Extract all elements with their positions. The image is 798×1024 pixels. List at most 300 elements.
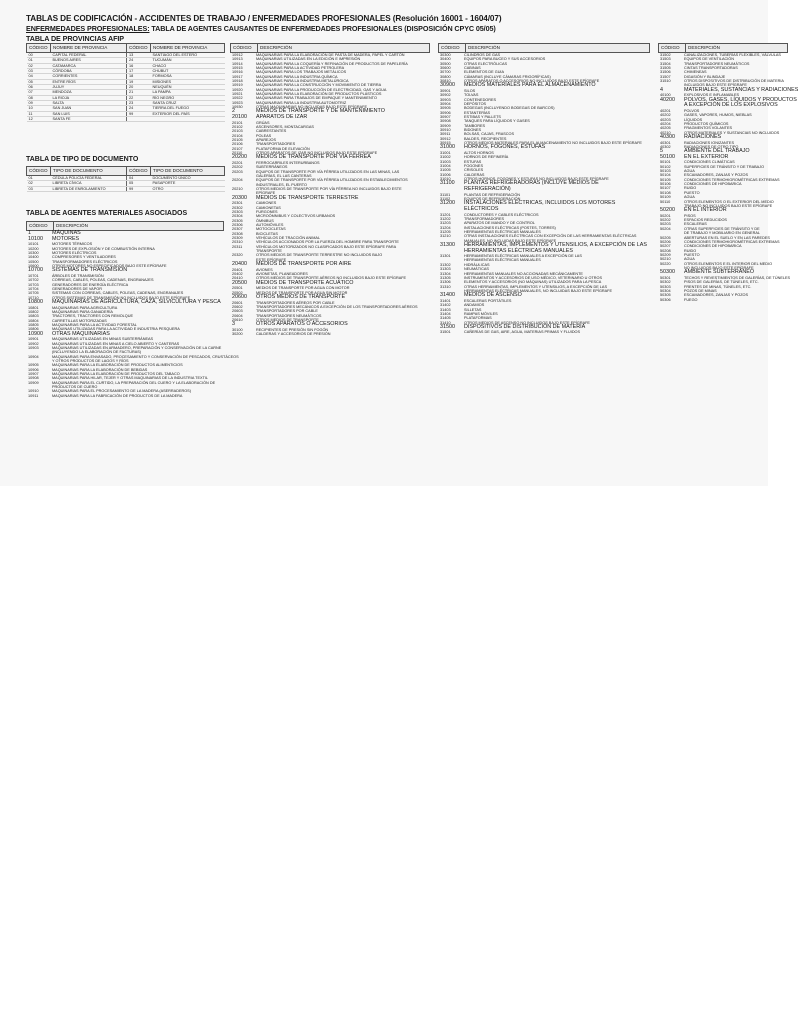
- col2-description: MAQUINARIAS PARA LA INDUSTRIA METALÚRGICA: [256, 79, 349, 84]
- col3-description: HERRAMIENTAS MANUALES NO ACCIONADAS MECÁNICAMENTE: [464, 271, 583, 276]
- agente-description: MAQUINARIAS UTILIZADAS EN ARMADERO, PREPARACIÓN Y CONSERVACIÓN DE LA CARNE: [52, 345, 222, 350]
- col3-code: 31500: [440, 323, 455, 330]
- col2-description: APARATOS DE IZAR: [256, 114, 308, 121]
- col2-code: 10912: [232, 53, 243, 57]
- col3-description: ELEMENTOS DE GUIA: [464, 70, 505, 75]
- provincia-name-cell: CAPITAL FEDERAL: [51, 53, 127, 58]
- provincia-name-cell: CHACO: [151, 63, 225, 68]
- col2-description: OTRAS MAQUINARIAS NO INCLUIDAS BAJO ESTE EPÍGRAFE: [256, 105, 367, 110]
- provincia-code-cell: 13: [127, 53, 151, 58]
- col4-description: RADIACIONES DE OTRO TIPO: [684, 144, 739, 149]
- provincia-code-cell: 16: [127, 63, 151, 68]
- col3-description: INSTRUMENTOS Y ACCESORIOS DE USO MÉDICO, VETERINARIO U OTROS: [464, 275, 602, 280]
- col4-description: FRENTES DE MINAS, TÚNELES, ETC.: [684, 284, 752, 289]
- provincia-name-cell: TIERRA DEL FUEGO: [151, 106, 225, 111]
- col4-code: 31505: [660, 66, 671, 71]
- col2-code: 10920: [232, 87, 243, 92]
- col2-description: EPÍGRAFE: [256, 191, 276, 196]
- col3-code: 31400: [440, 292, 455, 299]
- col3-code: 31303: [440, 267, 451, 272]
- agente-code: 10100: [28, 235, 43, 242]
- col4-description: RUIDO: [684, 248, 697, 253]
- col3-code: 31401: [440, 298, 451, 303]
- col3-description: TOLVAS: [464, 93, 479, 98]
- col3-description: OTROS MEDIOS MATERIALES PARA EL ALMACENAMIENTO NO INCLUIDOS BAJO ESTE EPÍGRAFE: [464, 141, 642, 146]
- col4-description: CINTAS TRANSPORTADORAS: [684, 66, 738, 71]
- agente-description: CARRETILLAS MOTORIZADAS: [52, 318, 107, 323]
- col3-description: ESTIBAS Y PALLETS: [464, 115, 501, 120]
- col3-description: HERRAMIENTAS ELÉCTRICAS MANUALES A EXCEPCIÓN DE LAS: [464, 254, 582, 259]
- col4-description: POLVOS, GASES, LÍQUIDOS Y PRODUCTOS: [684, 96, 797, 103]
- col2-code: 10919: [232, 83, 243, 88]
- col2-code: 20401: [232, 267, 243, 272]
- col4-description: AMBIENTE SUBTERRÁNEO: [684, 269, 755, 276]
- col4-description: AMBIENTE DEL TRABAJO: [684, 148, 750, 155]
- col3-code: 30908: [440, 119, 451, 124]
- agente-row: [26, 394, 224, 398]
- agentes-header-code: CÓDIGO: [27, 222, 54, 230]
- col3-description: OTRAS ELECTRÓLICAS: [464, 61, 508, 66]
- col3-code: 30909: [440, 123, 451, 128]
- agente-description: MAQUINARIAS PARA ENVASADO, PROCESAMIENTO Y CONSERVACIÓN DE PESCADOS, CRUSTÁCEOS: [52, 354, 239, 359]
- doc-header-type-2: TIPO DE DOCUMENTO: [151, 167, 225, 176]
- provincia-code-cell: 04: [27, 74, 51, 79]
- col4-description: TECHOS Y REVESTIMIENTOS DE GALERÍAS, DE TÚNELES: [684, 275, 791, 280]
- col4-description: FUEGO: [684, 297, 698, 302]
- col2-code: 10922: [232, 96, 243, 101]
- col2-code: 20501: [232, 286, 243, 291]
- agente-description: MOTORES: [52, 235, 80, 242]
- agente-code: 10701: [28, 273, 39, 278]
- col2-code: 10921: [232, 92, 243, 97]
- col2-code: 20202: [232, 165, 243, 170]
- col2-description: GALERÍAS, EL LAS CANTERAS: [256, 174, 312, 179]
- agente-code: 10702: [28, 278, 39, 283]
- col4-description: GASES, VAPORES, HUMOS, NIEBLAS: [684, 113, 752, 118]
- col2-description: GRÚAS: [256, 120, 270, 125]
- agente-code: 10200: [28, 246, 39, 251]
- provincia-code-cell: 10: [27, 106, 51, 111]
- col3-header: [438, 43, 650, 53]
- col2-description: MICROÓMNIBUS Y COLECTIVOS URBANOS: [256, 214, 336, 219]
- col2-description: RECIPIENTES DE PRESIÓN SIN FOGÓN: [256, 327, 329, 332]
- provincia-name-cell: CATAMARCA: [51, 63, 127, 68]
- agente-code: 10902: [28, 341, 39, 346]
- col3-code: 30903: [440, 97, 451, 102]
- agente-description: OTROS MOTORES NO ESPECIFICADOS BAJO ESTE EPÍGRAFE: [52, 263, 167, 268]
- provincia-code-cell: 09: [27, 101, 51, 106]
- col4-code: 50101: [660, 160, 671, 165]
- col4-code: 50202: [660, 218, 671, 223]
- col4-description: ESCALERAS: [684, 222, 707, 227]
- agente-code: 10911: [28, 393, 39, 398]
- agente-description: MAQUINARIAS PARA LA ELABORACIÓN DE BEBIDAS: [52, 367, 148, 372]
- col3-code: 30904: [440, 102, 451, 107]
- subtitle-prefix: ENFERMEDADES PROFESIONALES:: [26, 24, 150, 33]
- col2-description: AUTOMÓVILES: [256, 223, 284, 228]
- doc-header-code-2: CÓDIGO: [127, 167, 151, 176]
- col2-description: PLATAFORMA DE ELEVACIÓN: [256, 146, 310, 151]
- col2-code: 20201: [232, 161, 243, 165]
- col2-description: FERROCARRILES INTERURBANOS: [256, 161, 320, 165]
- provincia-code-cell: 08: [27, 95, 51, 100]
- col3-code: 31310: [440, 284, 451, 289]
- col2-description: MAQUINARIAS PARA LA INDUSTRIA AUTOMOTRIZ: [256, 100, 347, 105]
- provincia-name-cell: SAN LUIS: [51, 111, 127, 116]
- agente-description: MAQUINARIAS PARA LA ELABORACIÓN DE PRODUCTOS ALIMENTICIOS: [52, 363, 183, 368]
- agente-description: COMPRESORES Y VENTILADORES: [52, 255, 116, 260]
- col4-code: 40205: [660, 126, 671, 131]
- col3-code: 30900: [440, 82, 455, 89]
- agente-description: OTRAS MAQUINARIAS: [52, 330, 110, 337]
- provincia-name-cell: BUENOS AIRES: [51, 58, 127, 63]
- col4-description: EQUIPOS DE VENTILACIÓN: [684, 57, 735, 62]
- provincia-code-cell: 07: [27, 90, 51, 95]
- provincia-name-cell: FORMOSA: [151, 74, 225, 79]
- agente-description: CORREAS, CABLES, POLEAS, CADENAS, ENGRANAJES: [52, 278, 154, 283]
- col3-header-desc: DESCRIPCIÓN: [468, 45, 500, 50]
- prov-header-name-1: NOMBRE DE PROVINCIA: [51, 44, 127, 53]
- col2-code: 10914: [232, 61, 243, 66]
- col3-code: 31305: [440, 275, 451, 280]
- col3-description: TAMBORES: [464, 123, 486, 128]
- agente-code: 10710: [28, 295, 39, 300]
- provincia-code-cell: 19: [127, 79, 151, 84]
- col2-description: MAQUINARIAS PARA LOS TRABAJOS METÁLICOS: [256, 70, 347, 75]
- col3-description: CILINDROS DE GAS: [464, 53, 501, 57]
- col3-description: REFRIGERACIÓN): [464, 186, 511, 193]
- provincia-code-cell: 00: [27, 53, 51, 58]
- provincia-name-cell: [151, 117, 225, 122]
- col3-description: CAÑERÍAS DE GAS, AIRE, AGUA, MATERIAS PRIMAS Y FLUIDOS: [464, 330, 581, 335]
- col4-code: 50305: [660, 293, 671, 298]
- documento-name-cell: DOCUMENTO ÚNICO: [151, 176, 225, 181]
- agente-description: MAQUINAS UTILIZADAS PARA LA ACTIVIDAD E INDUSTRIA PESQUERA: [52, 327, 180, 332]
- col4-description: EN EL INTERIOR: [684, 207, 727, 214]
- col2-code: 20200: [232, 154, 247, 161]
- agente-code: 10705: [28, 291, 39, 296]
- col2-description: MAQUINARIAS PARA LA INDUSTRIA QUÍMICA: [256, 74, 338, 79]
- col2-description: MEDIOS DE TRANSPORTE TERRESTRE: [256, 194, 359, 201]
- col2-code: 20603: [232, 309, 243, 314]
- col2-description: ASCENSORES, MONTACARGAS: [256, 125, 314, 129]
- col3-description: TANQUES PARA LÍQUIDOS Y GASES: [464, 119, 530, 124]
- agente-description: Y OTROS PRODUCTOS DE LAGOS Y RÍOS: [52, 358, 129, 363]
- col3-code: 31101: [440, 192, 451, 197]
- col4-description: DE TRABAJO Y MOBILIARIO EN GENERAL: [684, 231, 760, 236]
- col3-code: 30810: [440, 79, 451, 84]
- col3-code: 31202: [440, 216, 451, 221]
- agente-description: ÁRBOLES DE TRANSMISIÓN: [52, 273, 104, 278]
- col2-description: MOTOCICLETAS: [256, 227, 286, 232]
- col3-header-code: CÓDIGO: [439, 44, 466, 52]
- col2-description: EQUIPOS DE TRANSPORTE POR VÍA FÉRREA UTILIZADOS EN ESTABLECIMIENTOS: [256, 178, 408, 183]
- col4-code: 50106: [660, 182, 671, 187]
- col4-code: 50107: [660, 186, 671, 191]
- col4-code: 5: [660, 148, 663, 155]
- col3-description: OTROS MEDIOS DE ASCENSO NO INCLUIDOS BAJO ESTE EPÍGRAFE: [464, 320, 590, 325]
- col3-description: HERRAMIENTAS ELÉCTRICAS MANUALES: [464, 229, 541, 234]
- col2-code: 20308: [232, 231, 243, 236]
- documento-name-cell: LIBRETA DE ENROLAMIENTO: [51, 186, 127, 191]
- provincia-name-cell: LA PAMPA: [151, 90, 225, 95]
- col2-code: 20502: [232, 290, 243, 295]
- col4-code: 50207: [660, 244, 671, 249]
- col4-description: RADIACIONES IONIZANTES: [684, 140, 734, 145]
- agente-description: MAQUINARIAS PARA GANADERÍA: [52, 309, 113, 314]
- col2-code: 20100: [232, 114, 247, 121]
- col4-code: 50102: [660, 164, 671, 169]
- col4-code: 31510: [660, 79, 671, 84]
- col3-description: MEDIOS MATERIALES PARA EL ALMACENAMIENTO: [464, 82, 596, 89]
- col4-code: 50103: [660, 169, 671, 174]
- col3-description: ESCALERAS PORTÁTILES: [464, 298, 512, 303]
- provincia-code-cell: [127, 117, 151, 122]
- col4-description: CONDICIONES CLIMÁTICAS: [684, 160, 735, 165]
- agente-description: MOTORES ELÉCTRICOS: [52, 250, 97, 255]
- col2-code: 30200: [232, 332, 243, 337]
- col3-description: APARATOS DE MANDO Y DE CONTROL: [464, 221, 535, 226]
- col4-header: [658, 43, 788, 53]
- agente-code: 10800: [28, 298, 43, 305]
- col4-description: NO INCLUIDOS BAJO ESTE EPÍGRAFE: [684, 265, 754, 270]
- col2-code: 20610: [232, 318, 243, 323]
- agente-description: MAQUINARIAS PARA LA FABRICACIÓN DE PRODUCTOS DE LA MADERA: [52, 393, 183, 398]
- agente-code: 10905: [28, 363, 39, 368]
- col2-description: MAQUINARIAS PARA TRABAJOS DE EMPAQUE Y MANTENIMIENTO: [256, 96, 377, 101]
- col4-code: 50303: [660, 284, 671, 289]
- doc-header-code-1: CÓDIGO: [27, 167, 51, 176]
- col4-description: AGUA: [684, 195, 695, 200]
- col4-code: 40302: [660, 144, 671, 149]
- provincias-title: TABLA DE PROVINCIAS AFIP: [26, 34, 124, 43]
- agente-code: 1: [28, 230, 31, 236]
- col3-description: SILLETAS: [464, 307, 482, 312]
- col3-code: 30700: [440, 70, 451, 75]
- col4-description: OTROS ELEMENTOS O EL EXTERIOR DEL MEDIO: [684, 199, 774, 204]
- col3-code: 31003: [440, 159, 451, 164]
- col3-description: ALTOS HORNOS: [464, 151, 494, 156]
- col2-code: 20300: [232, 194, 247, 201]
- col3-description: CONDUCTORES Y CABLES ELÉCTRICOS: [464, 212, 539, 217]
- col4-code: 50109: [660, 195, 671, 200]
- col2-code: 20311: [232, 244, 243, 249]
- col3-description: PLANTAS DE REFRIGERACIÓN: [464, 192, 521, 197]
- col3-code: 31005: [440, 168, 451, 173]
- col2-code: 10916: [232, 70, 243, 75]
- agente-description: MAQUINARIAS UTILIZADAS EN MINAS A CIELO ABIERTO Y CANTERAS: [52, 341, 180, 346]
- col4-code: 40210: [660, 130, 671, 135]
- col2-description: MAQUINARIAS PARA LA COQUERÍA Y REFINACIÓN DE PRODUCTOS DE PAPELERÍA: [256, 61, 408, 66]
- agente-code: 10907: [28, 371, 39, 376]
- provincia-code-cell: 21: [127, 90, 151, 95]
- col2-code: 20500: [232, 279, 247, 286]
- col4-description: PRODUCTOS QUÍMICOS: [684, 121, 729, 126]
- agente-code: 10803: [28, 314, 39, 319]
- provincia-code-cell: 23: [127, 101, 151, 106]
- col3-code: 31201: [440, 212, 451, 217]
- col4-description: RADIACIONES: [684, 133, 722, 140]
- provincia-code-cell: 03: [27, 69, 51, 74]
- col2-code: 20309: [232, 236, 243, 241]
- documento-code-cell: 05: [127, 181, 151, 186]
- col2-description: OTROS MEDIOS DE TRANSPORTE AÉREOS NO INCLUIDOS BAJO ESTE EPÍGRAFE: [256, 276, 407, 281]
- column-4-table: [658, 43, 798, 302]
- col2-description: CAMIONES: [256, 201, 277, 206]
- agente-code: 10804: [28, 318, 39, 323]
- col2-code: 10917: [232, 74, 243, 79]
- col3-description: HORNOS, FOGONES, ESTUFAS: [464, 144, 546, 151]
- agente-code: 10801: [28, 305, 39, 310]
- col2-description: CAMIONETAS: [256, 205, 281, 210]
- provincia-code-cell: 17: [127, 69, 151, 74]
- col2-code: 30100: [232, 327, 243, 332]
- col2-description: OTROS APARATOS DE IZAR NO INCLUIDOS BAJO ESTE EPÍGRAFE: [256, 151, 378, 156]
- col3-description: INSTALACIONES ELÉCTRICAS, INCLUIDOS LOS MOTORES: [464, 200, 616, 207]
- agente-description: MÁQUINAS: [52, 230, 81, 236]
- agente-description: TRANSFORMADORES ELÉCTRICOS: [52, 259, 118, 264]
- col3-code: 30400: [440, 57, 451, 62]
- col2-description: SUBTERRÁNEOS: [256, 165, 288, 170]
- col2-code: 20105: [232, 138, 243, 143]
- col4-description: PISOS DE GALERÍAS, DE TÚNELES, ETC.: [684, 280, 759, 285]
- col2-description: EQUIPOS DE TRANSPORTE POR VÍA FÉRREA UTILIZADOS EN LAS MINAS, LAS: [256, 169, 400, 174]
- col4-code: 50204: [660, 226, 671, 231]
- col2-code: 20110: [232, 151, 243, 156]
- documento-row: [27, 186, 225, 191]
- provincia-name-cell: CÓRDOBA: [51, 69, 127, 74]
- col3-code: 30906: [440, 110, 451, 115]
- col3-code: 30905: [440, 106, 451, 111]
- col4-description: POZOS DE MINAS: [684, 288, 717, 293]
- col2-code: 20102: [232, 125, 243, 129]
- col3-code: 31200: [440, 200, 455, 207]
- col3-description: OTRAS INSTALACIONES ELÉCTRICAS CON EXCEPCIÓN DE LAS HERRAMIENTAS ELÉCTRICAS: [464, 234, 637, 239]
- col4-description: CONDICIONES TERMOHIGROMÉTRICAS EXTREMAS: [684, 239, 780, 244]
- col2-code: 20604: [232, 313, 243, 318]
- col4-description: PUESTO: [684, 252, 700, 257]
- col3-description: SILOS: [464, 89, 476, 93]
- provincia-name-cell: SANTIAGO DEL ESTERO: [151, 53, 225, 58]
- col3-code: 30915: [440, 141, 451, 146]
- provincia-name-cell: JUJUY: [51, 85, 127, 90]
- column-3-table: [438, 43, 650, 335]
- agente-description: GENERADORES DE VAPOR: [52, 286, 102, 291]
- col2-description: VEHÍCULOS ACCIONADOS POR LA FUERZA DEL HOMBRE PARA TRANSPORTE: [256, 240, 399, 245]
- col2-code: 20320: [232, 253, 243, 258]
- provincia-code-cell: 11: [27, 111, 51, 116]
- col2-code: 10915: [232, 66, 243, 71]
- col4-code: 50104: [660, 173, 671, 178]
- col2-code: 20600: [232, 294, 247, 301]
- col4-description: A EXCEPCIÓN DE LOS EXPLOSIVOS: [684, 102, 778, 109]
- prov-header-code-1: CÓDIGO: [27, 44, 51, 53]
- col2-description: MEDIOS DE TRANSPORTE ACUÁTICO: [256, 279, 354, 286]
- agente-description: OTROS SISTEMAS DE TRANSMISIÓN NO INCLUIDOS BAJO ESTE EPÍGRAFE: [52, 295, 191, 300]
- col4-description: ABERTURAS EN EL SUELO Y EN LAS PAREDES: [684, 235, 770, 240]
- agente-code: 10909: [28, 380, 39, 385]
- col3-code: 30800: [440, 74, 451, 79]
- col3-description: HORNOS DE REFINERÍA: [464, 155, 509, 160]
- col2-description: MEDIOS DE TRANSPORTE POR VÍA FÉRREA: [256, 154, 371, 161]
- provincia-code-cell: 99: [127, 111, 151, 116]
- col4-code: 40100: [660, 93, 671, 98]
- agente-description: TRACTORES, TRACTORES CON REMOLQUE: [52, 314, 134, 319]
- col4-code: 50200: [660, 207, 675, 214]
- col2-description: AVIONES: [256, 267, 273, 272]
- col3-code: 31403: [440, 307, 451, 312]
- col4-code: 40202: [660, 113, 671, 118]
- agente-code: 10802: [28, 309, 39, 314]
- col3-code: 30600: [440, 66, 451, 71]
- agente-code: 10500: [28, 259, 39, 264]
- col4-row: [658, 298, 788, 302]
- col4-code: 40200: [660, 96, 675, 103]
- col3-code: 31010: [440, 177, 451, 182]
- col3-description: FOGONES: [464, 164, 483, 169]
- col2-description: MAQUINARIAS PARA LA PRODUCCIÓN DE ELECTRICIDAD, GAS Y AGUA: [256, 87, 387, 92]
- col3-description: ESTANTERÍAS: [464, 110, 491, 115]
- col3-description: HERRAMIENTAS ELÉCTRICAS MANUALES, NO INCLUIDAS BAJO ESTE EPÍGRAFE: [464, 288, 613, 293]
- col2-description: OTROS MEDIOS DE TRANSPORTE: [256, 318, 319, 323]
- col4-code: 50205: [660, 235, 671, 240]
- provincia-code-cell: 01: [27, 58, 51, 63]
- col4-code: 50304: [660, 288, 671, 293]
- col4-code: 50100: [660, 153, 675, 160]
- col4-description: EN EL EXTERIOR: [684, 153, 729, 160]
- provincia-code-cell: 05: [27, 79, 51, 84]
- col4-code: 50206: [660, 239, 671, 244]
- provincia-name-cell: RÍO NEGRO: [151, 95, 225, 100]
- col4-description: INCLUIDOS BAJO ESTE EPÍGRAFE: [684, 83, 747, 88]
- provincia-name-cell: MENDOZA: [51, 90, 127, 95]
- col4-description: OTROS ELEMENTOS E EL INTERIOR DEL MEDIO: [684, 261, 773, 266]
- col2-description: POLEAS: [256, 133, 272, 138]
- agente-description: MAQUINARIAS DE AGRICULTURA, CAZA, SILVICULTURA Y PESCA: [52, 298, 221, 305]
- col4-description: OTROS DISPOSITIVOS DE DISTRIBUCIÓN DE MATERIA: [684, 79, 784, 84]
- col4-description: CONDICIONES TERMOHIGROMÉTRICAS EXTREMAS: [684, 177, 780, 182]
- agente-code: 10900: [28, 330, 43, 337]
- col2-code: 20305: [232, 218, 243, 223]
- col3-code: 31001: [440, 151, 451, 156]
- agente-description: MAQUINARIAS PARA EL CURTIDO, LA PREPARACIÓN DEL CUERO Y LA ELABORACIÓN DE: [52, 380, 216, 385]
- documento-code-cell: 03: [27, 186, 51, 191]
- col2-code: 20602: [232, 305, 243, 309]
- col3-description: BOLSAS, CAJAS, FRASCOS: [464, 132, 515, 137]
- col2-code: 20306: [232, 223, 243, 228]
- col3-code: 31004: [440, 164, 451, 169]
- agente-code: 10300: [28, 250, 39, 255]
- col2-code: 20101: [232, 120, 243, 125]
- col4-description: AGUA: [684, 257, 695, 262]
- document-subtitle: [26, 24, 496, 33]
- col3-description: CALDERAS: [464, 172, 485, 177]
- agente-code: 10700: [28, 267, 43, 274]
- col4-description: TRANSPORTADORES NEUMÁTICOS: [684, 61, 750, 66]
- doc-header-type-1: TIPO DE DOCUMENTO: [51, 167, 127, 176]
- col3-code: 31410: [440, 320, 451, 325]
- col3-code: 30911: [440, 132, 451, 137]
- col2-description: CALDERAS Y ACCESORIOS DE PRESIÓN: [256, 332, 331, 337]
- col4-description: PISOS: [684, 213, 696, 218]
- col3-code: 31205: [440, 229, 451, 234]
- col3-code: 30901: [440, 89, 451, 93]
- col4-description: ESCAMADORES, ZANJAS Y POZOS: [684, 293, 748, 298]
- col2-description: VEHÍCULOS MOTORIZADOS NO CLASIFICADOS BAJO ESTE EPÍGRAFE PARA: [256, 244, 397, 249]
- col2-code: 20203: [232, 169, 243, 174]
- col3-code: 30300: [440, 53, 451, 57]
- col3-description: DISPOSITIVOS DE DISTRIBUCIÓN DE MATERIA: [464, 323, 586, 330]
